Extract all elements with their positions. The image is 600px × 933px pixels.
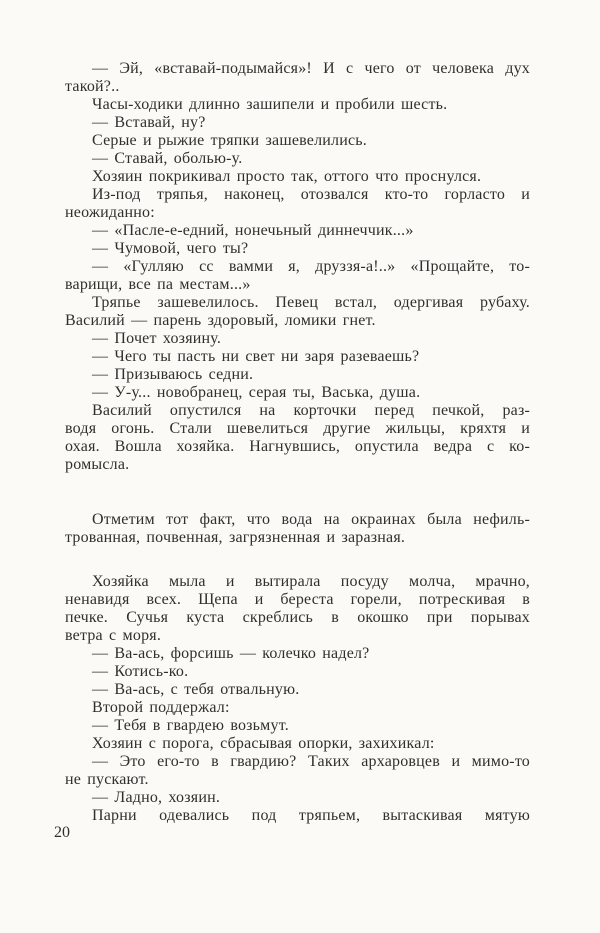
- text-line: Из-под тряпья, наконец, отозвался кто-то горласто и: [92, 186, 530, 203]
- text-line: ромысла.: [65, 456, 130, 473]
- text-line: — «Гулляю сс вамми я, друззя-а!..» «Прощайте, то-: [92, 258, 530, 275]
- text-line: — Это его-то в гвардию? Таких архаровцев и мимо-то: [92, 753, 530, 770]
- text-line: Второй поддержал:: [92, 699, 230, 716]
- text-line: такой?..: [65, 78, 120, 95]
- text-line: не пускают.: [65, 771, 149, 788]
- text-line: охая. Вошла хозяйка. Нагнувшись, опустила ведра с ко-: [65, 438, 530, 455]
- text-line: — Ставай, оболью-у.: [92, 150, 243, 167]
- text-line: Хозяйка мыла и вытирала посуду молча, мрачно,: [92, 573, 530, 590]
- text-line: трованная, почвенная, загрязненная и заразная.: [65, 529, 406, 546]
- text-line: Хозяин с порога, сбрасывая опорки, захихикал:: [92, 735, 435, 752]
- text-line: водя огонь. Стали шевелиться другие жильцы, кряхтя и: [65, 420, 530, 437]
- text-line: — Ва-ась, с тебя отвальную.: [92, 681, 300, 698]
- text-line: — Вставай, ну?: [92, 114, 206, 131]
- text-line: — Почет хозяину.: [92, 330, 222, 347]
- text-line: — Котись-ко.: [92, 663, 189, 680]
- text-line: — Призываюсь седни.: [92, 366, 254, 383]
- text-line: — Чего ты пасть ни свет ни заря разеваешь?: [92, 348, 420, 365]
- text-line: — Ва-ась, форсишь — колечко надел?: [92, 645, 370, 662]
- text-line: печке. Сучья куста скреблись в окошко при порывах: [65, 609, 530, 626]
- text-line: — Ладно, хозяин.: [92, 789, 221, 806]
- text-line: — Тебя в гвардею возьмут.: [92, 717, 289, 734]
- page-text: [65, 60, 530, 825]
- text-line: Хозяин покрикивал просто так, оттого что проснулся.: [92, 168, 482, 185]
- text-line: — Эй, «вставай-подымайся»! И с чего от человека дух: [92, 60, 530, 77]
- text-line: Серые и рыжие тряпки зашевелились.: [92, 132, 367, 149]
- text-line: — «Пасле-е-едний, нонечьный диннеччик...»: [92, 222, 414, 239]
- text-line: ветра с моря.: [65, 627, 162, 644]
- text-line: Тряпье зашевелилось. Певец встал, одергивая рубаху.: [92, 294, 530, 311]
- text-line: Василий опустился на корточки перед печкой, раз-: [92, 402, 530, 419]
- text-line: неожиданно:: [65, 204, 155, 221]
- text-line: Часы-ходики длинно зашипели и пробили шесть.: [92, 96, 448, 113]
- text-line: — Чумовой, чего ты?: [92, 240, 249, 257]
- text-line: Отметим тот факт, что вода на окраинах была нефиль-: [92, 511, 530, 528]
- text-line: ненавидя всех. Щепа и береста горели, потрескивая в: [65, 591, 530, 608]
- text-line: Парни одевались под тряпьем, вытаскивая мятую: [92, 807, 530, 824]
- text-line: варищи, все па местам...»: [65, 276, 251, 293]
- text-line: — У-у... новобранец, серая ты, Васька, душа.: [92, 384, 421, 401]
- text-line: Василий — парень здоровый, ломики гнет.: [65, 312, 376, 329]
- page-number: 20: [54, 824, 70, 841]
